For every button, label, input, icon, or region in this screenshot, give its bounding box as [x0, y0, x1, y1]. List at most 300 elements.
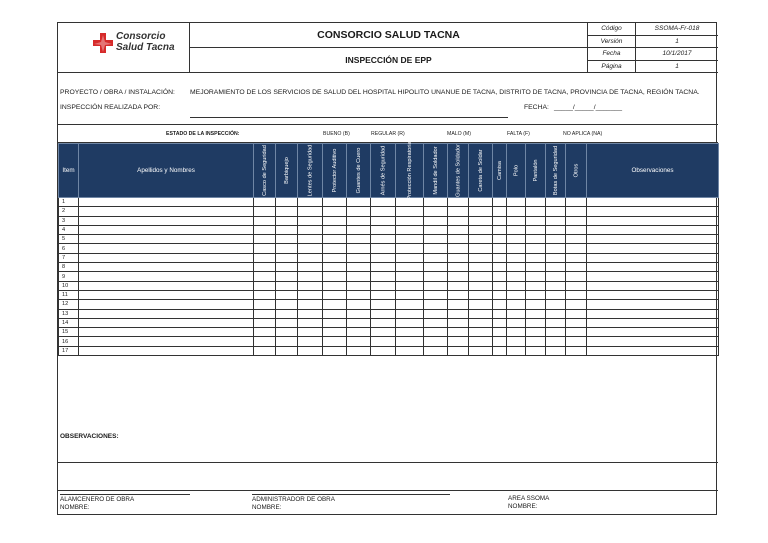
- name-cell[interactable]: [79, 253, 254, 262]
- epp-status-cell[interactable]: [507, 290, 526, 299]
- epp-status-cell[interactable]: [396, 337, 424, 346]
- epp-status-cell[interactable]: [566, 253, 587, 262]
- epp-status-cell[interactable]: [347, 225, 371, 234]
- form-title: CONSORCIO SALUD TACNA: [190, 23, 587, 48]
- epp-status-cell[interactable]: [347, 207, 371, 216]
- row-item-number: 1: [59, 198, 79, 207]
- epp-status-cell[interactable]: [566, 281, 587, 290]
- epp-status-cell[interactable]: [566, 263, 587, 272]
- observation-cell[interactable]: [587, 198, 719, 207]
- epp-status-cell[interactable]: [469, 328, 493, 337]
- epp-status-cell[interactable]: [493, 225, 507, 234]
- epp-status-cell[interactable]: [276, 263, 298, 272]
- epp-status-cell[interactable]: [507, 198, 526, 207]
- name-cell[interactable]: [79, 337, 254, 346]
- epp-status-cell[interactable]: [448, 346, 469, 355]
- epp-status-cell[interactable]: [298, 253, 323, 262]
- epp-status-cell[interactable]: [493, 290, 507, 299]
- epp-status-cell[interactable]: [298, 225, 323, 234]
- epp-status-cell[interactable]: [254, 337, 276, 346]
- signature-name-label: NOMBRE:: [252, 504, 282, 511]
- epp-status-cell[interactable]: [493, 281, 507, 290]
- epp-status-cell[interactable]: [493, 216, 507, 225]
- epp-status-cell[interactable]: [254, 216, 276, 225]
- name-cell[interactable]: [79, 244, 254, 253]
- epp-status-cell[interactable]: [396, 225, 424, 234]
- date-field[interactable]: _____/_____/_______: [554, 104, 623, 111]
- epp-status-cell[interactable]: [566, 272, 587, 281]
- observation-cell[interactable]: [587, 225, 719, 234]
- epp-status-cell[interactable]: [566, 290, 587, 299]
- epp-status-cell[interactable]: [566, 225, 587, 234]
- epp-status-cell[interactable]: [566, 216, 587, 225]
- observation-cell[interactable]: [587, 346, 719, 355]
- name-cell[interactable]: [79, 290, 254, 299]
- name-cell[interactable]: [79, 281, 254, 290]
- epp-status-cell[interactable]: [507, 346, 526, 355]
- epp-status-cell[interactable]: [507, 216, 526, 225]
- epp-status-cell[interactable]: [323, 328, 347, 337]
- epp-status-cell[interactable]: [469, 253, 493, 262]
- epp-status-cell[interactable]: [323, 281, 347, 290]
- epp-status-cell[interactable]: [526, 235, 546, 244]
- epp-status-cell[interactable]: [347, 198, 371, 207]
- signature-line: [60, 494, 190, 495]
- epp-status-cell[interactable]: [507, 244, 526, 253]
- epp-status-cell[interactable]: [507, 281, 526, 290]
- signature-ssoma[interactable]: [508, 494, 549, 511]
- epp-status-cell[interactable]: [347, 318, 371, 327]
- epp-status-cell[interactable]: [371, 216, 396, 225]
- observation-cell[interactable]: [587, 263, 719, 272]
- epp-status-cell[interactable]: [469, 337, 493, 346]
- epp-status-cell[interactable]: [347, 263, 371, 272]
- epp-status-cell[interactable]: [323, 216, 347, 225]
- epp-status-cell[interactable]: [424, 235, 448, 244]
- epp-status-cell[interactable]: [424, 216, 448, 225]
- epp-status-cell[interactable]: [526, 309, 546, 318]
- signature-warehouse[interactable]: [60, 494, 190, 512]
- epp-status-cell[interactable]: [276, 198, 298, 207]
- epp-status-cell[interactable]: [448, 244, 469, 253]
- epp-status-cell[interactable]: [526, 272, 546, 281]
- epp-status-cell[interactable]: [566, 235, 587, 244]
- epp-status-cell[interactable]: [254, 198, 276, 207]
- epp-status-cell[interactable]: [254, 235, 276, 244]
- epp-status-cell[interactable]: [276, 290, 298, 299]
- epp-status-cell[interactable]: [371, 337, 396, 346]
- epp-status-cell[interactable]: [448, 207, 469, 216]
- epp-status-cell[interactable]: [546, 337, 566, 346]
- epp-status-cell[interactable]: [469, 263, 493, 272]
- observation-cell[interactable]: [587, 290, 719, 299]
- epp-status-cell[interactable]: [469, 198, 493, 207]
- epp-status-cell[interactable]: [507, 235, 526, 244]
- observation-cell[interactable]: [587, 207, 719, 216]
- epp-status-cell[interactable]: [448, 328, 469, 337]
- epp-status-cell[interactable]: [323, 346, 347, 355]
- observation-cell[interactable]: [587, 309, 719, 318]
- epp-status-cell[interactable]: [546, 328, 566, 337]
- epp-status-cell[interactable]: [347, 272, 371, 281]
- epp-status-cell[interactable]: [298, 207, 323, 216]
- epp-status-cell[interactable]: [276, 216, 298, 225]
- epp-status-cell[interactable]: [298, 198, 323, 207]
- epp-status-cell[interactable]: [371, 300, 396, 309]
- epp-status-cell[interactable]: [371, 235, 396, 244]
- observation-cell[interactable]: [587, 318, 719, 327]
- epp-status-cell[interactable]: [298, 235, 323, 244]
- epp-status-cell[interactable]: [424, 225, 448, 234]
- epp-status-cell[interactable]: [507, 300, 526, 309]
- epp-status-cell[interactable]: [396, 207, 424, 216]
- epp-status-cell[interactable]: [546, 290, 566, 299]
- epp-status-cell[interactable]: [546, 318, 566, 327]
- epp-status-cell[interactable]: [424, 309, 448, 318]
- epp-status-cell[interactable]: [526, 328, 546, 337]
- epp-status-cell[interactable]: [347, 281, 371, 290]
- epp-status-cell[interactable]: [448, 216, 469, 225]
- epp-status-cell[interactable]: [396, 272, 424, 281]
- epp-status-cell[interactable]: [254, 244, 276, 253]
- epp-status-cell[interactable]: [276, 272, 298, 281]
- name-cell[interactable]: [79, 235, 254, 244]
- epp-status-cell[interactable]: [526, 337, 546, 346]
- epp-status-cell[interactable]: [448, 337, 469, 346]
- epp-status-cell[interactable]: [254, 290, 276, 299]
- epp-status-cell[interactable]: [276, 281, 298, 290]
- epp-status-cell[interactable]: [469, 309, 493, 318]
- epp-status-cell[interactable]: [276, 235, 298, 244]
- epp-status-cell[interactable]: [371, 290, 396, 299]
- epp-status-cell[interactable]: [276, 225, 298, 234]
- epp-status-cell[interactable]: [493, 235, 507, 244]
- epp-status-cell[interactable]: [276, 318, 298, 327]
- epp-status-cell[interactable]: [298, 309, 323, 318]
- name-cell[interactable]: [79, 309, 254, 318]
- epp-status-cell[interactable]: [448, 281, 469, 290]
- epp-status-cell[interactable]: [276, 253, 298, 262]
- epp-status-cell[interactable]: [298, 216, 323, 225]
- epp-status-cell[interactable]: [448, 263, 469, 272]
- epp-status-cell[interactable]: [546, 198, 566, 207]
- epp-status-cell[interactable]: [469, 281, 493, 290]
- name-cell[interactable]: [79, 318, 254, 327]
- epp-status-cell[interactable]: [276, 300, 298, 309]
- name-cell[interactable]: [79, 300, 254, 309]
- epp-status-cell[interactable]: [424, 263, 448, 272]
- epp-status-cell[interactable]: [347, 235, 371, 244]
- epp-status-cell[interactable]: [424, 281, 448, 290]
- name-cell[interactable]: [79, 225, 254, 234]
- epp-status-cell[interactable]: [526, 281, 546, 290]
- epp-status-cell[interactable]: [396, 281, 424, 290]
- epp-status-cell[interactable]: [347, 253, 371, 262]
- epp-status-cell[interactable]: [347, 244, 371, 253]
- epp-status-cell[interactable]: [526, 263, 546, 272]
- epp-status-cell[interactable]: [424, 198, 448, 207]
- epp-status-cell[interactable]: [347, 337, 371, 346]
- observation-cell[interactable]: [587, 300, 719, 309]
- epp-status-cell[interactable]: [448, 235, 469, 244]
- epp-status-cell[interactable]: [546, 235, 566, 244]
- epp-status-cell[interactable]: [424, 253, 448, 262]
- observation-cell[interactable]: [587, 216, 719, 225]
- epp-status-cell[interactable]: [469, 346, 493, 355]
- epp-status-cell[interactable]: [276, 328, 298, 337]
- epp-status-cell[interactable]: [371, 309, 396, 318]
- epp-status-cell[interactable]: [546, 309, 566, 318]
- epp-status-cell[interactable]: [546, 281, 566, 290]
- epp-status-cell[interactable]: [469, 290, 493, 299]
- epp-status-cell[interactable]: [448, 272, 469, 281]
- epp-status-cell[interactable]: [298, 328, 323, 337]
- epp-status-cell[interactable]: [424, 328, 448, 337]
- epp-status-cell[interactable]: [396, 235, 424, 244]
- epp-status-cell[interactable]: [323, 272, 347, 281]
- epp-status-cell[interactable]: [493, 253, 507, 262]
- epp-status-cell[interactable]: [448, 318, 469, 327]
- epp-status-cell[interactable]: [493, 198, 507, 207]
- epp-status-cell[interactable]: [276, 337, 298, 346]
- epp-status-cell[interactable]: [424, 337, 448, 346]
- epp-status-cell[interactable]: [546, 272, 566, 281]
- epp-status-cell[interactable]: [371, 253, 396, 262]
- epp-status-cell[interactable]: [298, 263, 323, 272]
- epp-status-cell[interactable]: [371, 244, 396, 253]
- epp-status-cell[interactable]: [371, 198, 396, 207]
- epp-status-cell[interactable]: [323, 207, 347, 216]
- epp-status-cell[interactable]: [507, 309, 526, 318]
- epp-status-cell[interactable]: [396, 216, 424, 225]
- observation-cell[interactable]: [587, 281, 719, 290]
- observations-extra-area[interactable]: [58, 463, 718, 491]
- epp-status-cell[interactable]: [254, 263, 276, 272]
- observation-cell[interactable]: [587, 272, 719, 281]
- epp-status-cell[interactable]: [566, 198, 587, 207]
- observations-section[interactable]: [58, 433, 718, 463]
- epp-status-cell[interactable]: [298, 281, 323, 290]
- epp-status-cell[interactable]: [493, 328, 507, 337]
- epp-status-cell[interactable]: [424, 300, 448, 309]
- epp-status-cell[interactable]: [507, 207, 526, 216]
- epp-status-cell[interactable]: [546, 263, 566, 272]
- epp-status-cell[interactable]: [493, 346, 507, 355]
- epp-status-cell[interactable]: [298, 337, 323, 346]
- epp-status-cell[interactable]: [469, 225, 493, 234]
- epp-status-cell[interactable]: [566, 346, 587, 355]
- epp-status-cell[interactable]: [546, 244, 566, 253]
- observation-cell[interactable]: [587, 244, 719, 253]
- epp-status-cell[interactable]: [323, 290, 347, 299]
- epp-status-cell[interactable]: [396, 346, 424, 355]
- epp-status-cell[interactable]: [469, 318, 493, 327]
- epp-status-cell[interactable]: [371, 263, 396, 272]
- epp-status-cell[interactable]: [371, 328, 396, 337]
- epp-status-cell[interactable]: [276, 309, 298, 318]
- epp-status-cell[interactable]: [493, 272, 507, 281]
- epp-status-cell[interactable]: [526, 198, 546, 207]
- epp-status-cell[interactable]: [526, 225, 546, 234]
- epp-status-cell[interactable]: [323, 318, 347, 327]
- epp-status-cell[interactable]: [396, 309, 424, 318]
- observation-cell[interactable]: [587, 253, 719, 262]
- epp-status-cell[interactable]: [254, 346, 276, 355]
- observation-cell[interactable]: [587, 328, 719, 337]
- epp-status-cell[interactable]: [347, 328, 371, 337]
- epp-status-cell[interactable]: [507, 225, 526, 234]
- epp-status-cell[interactable]: [347, 346, 371, 355]
- epp-status-cell[interactable]: [371, 225, 396, 234]
- epp-status-cell[interactable]: [566, 309, 587, 318]
- epp-status-cell[interactable]: [469, 272, 493, 281]
- epp-status-cell[interactable]: [424, 346, 448, 355]
- epp-status-cell[interactable]: [546, 300, 566, 309]
- epp-status-cell[interactable]: [448, 300, 469, 309]
- epp-status-cell[interactable]: [526, 244, 546, 253]
- name-cell[interactable]: [79, 272, 254, 281]
- epp-status-cell[interactable]: [546, 216, 566, 225]
- epp-status-cell[interactable]: [276, 244, 298, 253]
- epp-status-cell[interactable]: [566, 244, 587, 253]
- epp-status-cell[interactable]: [566, 300, 587, 309]
- epp-status-cell[interactable]: [526, 290, 546, 299]
- epp-status-cell[interactable]: [254, 253, 276, 262]
- epp-status-cell[interactable]: [566, 337, 587, 346]
- epp-status-cell[interactable]: [469, 244, 493, 253]
- epp-status-cell[interactable]: [507, 328, 526, 337]
- epp-status-cell[interactable]: [507, 253, 526, 262]
- epp-status-cell[interactable]: [323, 198, 347, 207]
- epp-status-cell[interactable]: [347, 309, 371, 318]
- epp-status-cell[interactable]: [424, 244, 448, 253]
- epp-status-cell[interactable]: [424, 272, 448, 281]
- epp-status-cell[interactable]: [448, 309, 469, 318]
- epp-status-cell[interactable]: [469, 207, 493, 216]
- epp-status-cell[interactable]: [323, 263, 347, 272]
- epp-status-cell[interactable]: [507, 263, 526, 272]
- epp-status-cell[interactable]: [323, 253, 347, 262]
- epp-status-cell[interactable]: [424, 290, 448, 299]
- epp-status-cell[interactable]: [546, 346, 566, 355]
- col-header-epp-label: Guantes de Cuero: [355, 147, 362, 194]
- epp-status-cell[interactable]: [254, 207, 276, 216]
- epp-status-cell[interactable]: [371, 281, 396, 290]
- epp-status-cell[interactable]: [254, 272, 276, 281]
- epp-status-cell[interactable]: [526, 253, 546, 262]
- epp-status-cell[interactable]: [507, 272, 526, 281]
- name-cell[interactable]: [79, 328, 254, 337]
- epp-status-cell[interactable]: [323, 244, 347, 253]
- epp-status-cell[interactable]: [469, 235, 493, 244]
- epp-status-cell[interactable]: [493, 300, 507, 309]
- epp-status-cell[interactable]: [396, 318, 424, 327]
- epp-status-cell[interactable]: [371, 272, 396, 281]
- epp-status-cell[interactable]: [526, 346, 546, 355]
- epp-status-cell[interactable]: [298, 272, 323, 281]
- observation-cell[interactable]: [587, 235, 719, 244]
- epp-status-cell[interactable]: [396, 253, 424, 262]
- epp-status-cell[interactable]: [323, 337, 347, 346]
- epp-status-cell[interactable]: [566, 318, 587, 327]
- name-cell[interactable]: [79, 216, 254, 225]
- epp-status-cell[interactable]: [347, 216, 371, 225]
- name-cell[interactable]: [79, 198, 254, 207]
- epp-status-cell[interactable]: [493, 263, 507, 272]
- epp-status-cell[interactable]: [298, 244, 323, 253]
- observation-cell[interactable]: [587, 337, 719, 346]
- epp-status-cell[interactable]: [298, 318, 323, 327]
- name-cell[interactable]: [79, 263, 254, 272]
- epp-status-cell[interactable]: [371, 207, 396, 216]
- epp-status-cell[interactable]: [254, 318, 276, 327]
- epp-status-cell[interactable]: [546, 253, 566, 262]
- epp-status-cell[interactable]: [276, 346, 298, 355]
- epp-status-cell[interactable]: [526, 300, 546, 309]
- epp-status-cell[interactable]: [298, 346, 323, 355]
- epp-status-cell[interactable]: [546, 207, 566, 216]
- epp-status-cell[interactable]: [507, 318, 526, 327]
- epp-status-cell[interactable]: [396, 328, 424, 337]
- epp-status-cell[interactable]: [424, 207, 448, 216]
- epp-status-cell[interactable]: [371, 346, 396, 355]
- epp-status-cell[interactable]: [323, 225, 347, 234]
- epp-status-cell[interactable]: [526, 216, 546, 225]
- epp-status-cell[interactable]: [298, 300, 323, 309]
- epp-status-cell[interactable]: [323, 300, 347, 309]
- epp-status-cell[interactable]: [298, 290, 323, 299]
- epp-status-cell[interactable]: [493, 318, 507, 327]
- name-cell[interactable]: [79, 207, 254, 216]
- epp-status-cell[interactable]: [526, 318, 546, 327]
- epp-status-cell[interactable]: [276, 207, 298, 216]
- epp-status-cell[interactable]: [493, 244, 507, 253]
- epp-status-cell[interactable]: [448, 225, 469, 234]
- epp-status-cell[interactable]: [448, 253, 469, 262]
- epp-status-cell[interactable]: [254, 281, 276, 290]
- epp-status-cell[interactable]: [546, 225, 566, 234]
- epp-status-cell[interactable]: [424, 318, 448, 327]
- epp-status-cell[interactable]: [347, 290, 371, 299]
- epp-status-cell[interactable]: [526, 207, 546, 216]
- epp-status-cell[interactable]: [396, 244, 424, 253]
- signature-admin[interactable]: [252, 494, 450, 512]
- epp-status-cell[interactable]: [448, 290, 469, 299]
- epp-status-cell[interactable]: [254, 328, 276, 337]
- epp-status-cell[interactable]: [254, 309, 276, 318]
- epp-status-cell[interactable]: [254, 300, 276, 309]
- epp-status-cell[interactable]: [396, 300, 424, 309]
- inspector-field[interactable]: [190, 117, 508, 118]
- epp-status-cell[interactable]: [371, 318, 396, 327]
- name-cell[interactable]: [79, 346, 254, 355]
- epp-status-cell[interactable]: [493, 337, 507, 346]
- epp-status-cell[interactable]: [469, 300, 493, 309]
- epp-status-cell[interactable]: [448, 198, 469, 207]
- epp-status-cell[interactable]: [493, 207, 507, 216]
- epp-status-cell[interactable]: [507, 337, 526, 346]
- epp-status-cell[interactable]: [347, 300, 371, 309]
- epp-status-cell[interactable]: [254, 225, 276, 234]
- epp-status-cell[interactable]: [323, 309, 347, 318]
- epp-status-cell[interactable]: [566, 207, 587, 216]
- epp-status-cell[interactable]: [566, 328, 587, 337]
- epp-status-cell[interactable]: [493, 309, 507, 318]
- epp-status-cell[interactable]: [396, 290, 424, 299]
- epp-status-cell[interactable]: [396, 263, 424, 272]
- epp-status-cell[interactable]: [323, 235, 347, 244]
- epp-status-cell[interactable]: [469, 216, 493, 225]
